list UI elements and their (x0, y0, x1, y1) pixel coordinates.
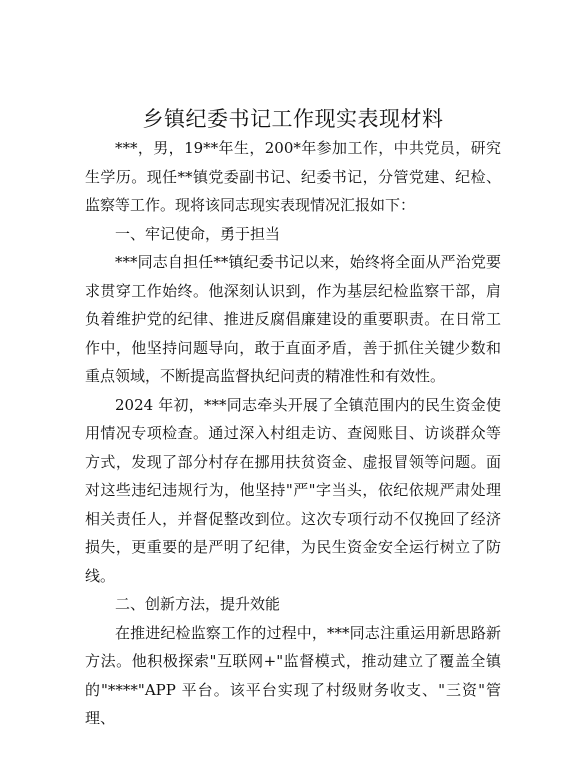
section-heading-1: 一、牢记使命，勇于担当 (115, 224, 281, 243)
body-paragraph: 在推进纪检监察工作的过程中，***同志注重运用新思路新方法。他积极探索"互联网+"监督模式，推动建立了覆盖全镇的"****"APP 平台。该平台实现了村级财务收支、"三资"管理、 (85, 623, 501, 727)
document-title: 乡镇纪委书记工作现实表现材料 (142, 107, 444, 131)
section-heading-2: 二、创新方法，提升效能 (115, 595, 281, 613)
intro-paragraph: ***，男，19**年生，200*年参加工作，中共党员，研究生学历。现任**镇党委副书记、纪委书记，分管党建、纪检、监察等工作。现将该同志现实表现情况汇报如下： (85, 139, 501, 214)
body-paragraph: ***同志自担任**镇纪委书记以来，始终将全面从严治党要求贯穿工作始终。他深刻认识到，作为基层纪检监察干部，肩负着维护党的纪律、推进反腐倡廉建设的重要职责。在日常工作中，他坚持问题导向，敢于直面矛盾，善于抓住关键少数和重点领域，不断提高监督执纪问责的精准性和有效性。 (85, 253, 501, 385)
document-body (85, 134, 501, 733)
body-paragraph: 2024 年初，***同志牵头开展了全镇范围内的民生资金使用情况专项检查。通过深入村组走访、查阅账目、访谈群众等方式，发现了部分村存在挪用扶贫资金、虚报冒领等问题。面对这些违纪违规行为，他坚持"严"字当头，依纪依规严肃处理相关责任人，并督促整改到位。这次专项行动不仅挽回了经济损失，更重要的是严明了纪律，为民生资金安全运行树立了防线。 (85, 395, 501, 585)
